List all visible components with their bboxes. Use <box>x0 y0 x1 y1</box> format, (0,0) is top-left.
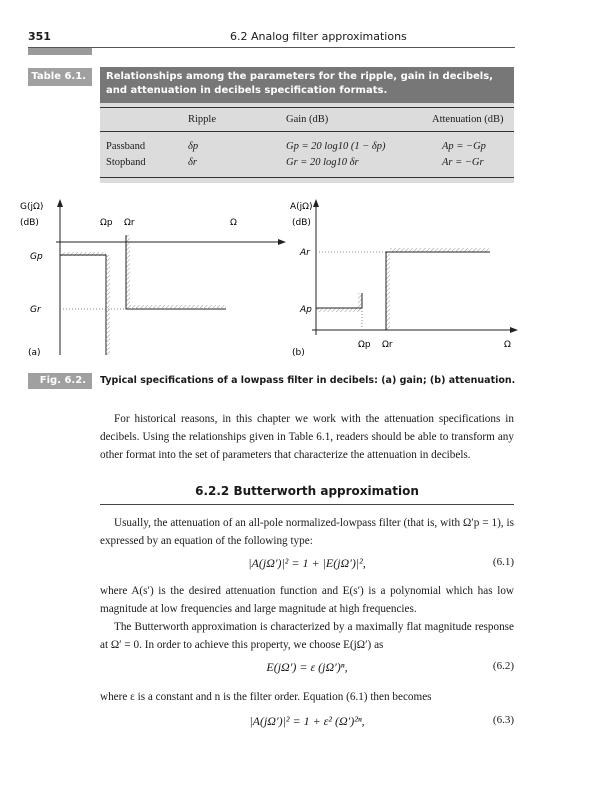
equation-6-3-body: |A(jΩ′)|² = 1 + ε² (Ω′)²ⁿ, <box>249 714 365 728</box>
panel-a-stopband-boundary <box>126 235 226 309</box>
column-header-gain: Gain (dB) <box>286 114 329 125</box>
panel-b-passband-hatch <box>316 308 362 312</box>
panel-a <box>20 199 286 358</box>
equation-6-3-number: (6.3) <box>492 714 514 726</box>
panel-a-label-omega-p: Ωp <box>100 218 113 228</box>
panel-a-tick-gr: Gr <box>30 305 41 315</box>
section-rule <box>100 504 514 505</box>
panel-b-passband-edge-hatch <box>358 293 362 312</box>
cell-passband-gain: Gp = 20 log10 (1 − δp) <box>286 141 386 152</box>
column-header-ripple: Ripple <box>188 114 216 125</box>
row-label-passband: Passband <box>106 141 146 152</box>
cell-stopband-gain: Gr = 20 log10 δr <box>286 157 359 168</box>
panel-b-y-arrow <box>313 199 319 207</box>
header-tab <box>28 48 92 55</box>
panel-b-tick-ap: Ap <box>300 305 312 315</box>
figure-tag: Fig. 6.2. <box>28 373 92 389</box>
table-tag: Table 6.1. <box>28 68 92 86</box>
column-header-attenuation: Attenuation (dB) <box>432 114 504 125</box>
equation-6-2-body: E(jΩ′) = ε (jΩ′)ⁿ, <box>266 660 348 674</box>
panel-a-y-arrow <box>57 199 63 207</box>
panel-a-y-unit: (dB) <box>20 218 39 228</box>
panel-a-stopband-hatch <box>130 305 226 309</box>
equation-6-1-body: |A(jΩ′)|² = 1 + |E(jΩ′)|², <box>248 556 366 570</box>
paragraph-historical-reasons: For historical reasons, in this chapter we work with the attenuation specifications in decibels. Using the relationships given in Table 6.1, readers should be able to transform any other format into the set of parameters that characterize the attenuation in decibels. <box>100 413 514 461</box>
panel-a-tick-gp: Gp <box>30 252 43 262</box>
panel-b-label-omega: Ω <box>504 340 511 350</box>
paragraph-all-pole-attenuation: Usually, the attenuation of an all-pole normalized-lowpass filter (that is, with Ω′p = 1), is expressed by an equation of the following type: <box>100 517 514 547</box>
table-6-1 <box>100 103 514 183</box>
table-caption: Relationships among the parameters for the ripple, gain in decibels, and attenuation in decibels specification formats. <box>100 67 514 103</box>
paragraph-butterworth-flat: The Butterworth approximation is characterized by a maximally flat magnitude response at Ω′ = 0. In order to achieve this property, we choose E(jΩ′) as <box>100 621 514 651</box>
table-mid-rule <box>100 131 514 132</box>
equation-6-3 <box>100 714 514 734</box>
panel-a-label-omega: Ω <box>230 218 237 228</box>
panel-b-passband-boundary <box>316 293 362 308</box>
panel-a-marker: (a) <box>28 348 41 358</box>
section-title: 6.2.2 Butterworth approximation <box>195 484 419 498</box>
panel-b-label-omega-p: Ωp <box>358 340 371 350</box>
panel-b-marker: (b) <box>292 348 305 358</box>
panel-a-stopband-edge-hatch <box>126 235 130 309</box>
panel-b-x-arrow <box>510 327 518 333</box>
paragraph-attenuation-function: where A(s′) is the desired attenuation function and E(s′) is a polynomial which has low magnitude at low frequencies and large magnitude at high frequencies. <box>100 585 514 615</box>
panel-a-passband-edge-hatch <box>106 255 110 355</box>
equation-6-1 <box>100 556 514 576</box>
table-bottom-rule <box>100 177 514 178</box>
panel-a-x-arrow <box>278 239 286 245</box>
row-label-stopband: Stopband <box>106 157 146 168</box>
panel-b-y-unit: (dB) <box>292 218 311 228</box>
equation-6-1-number: (6.1) <box>492 556 514 568</box>
cell-stopband-attenuation: Ar = −Gr <box>442 157 484 168</box>
cell-passband-attenuation: Ap = −Gp <box>442 141 486 152</box>
equation-6-2 <box>100 660 514 680</box>
figure-6-2 <box>20 195 520 367</box>
panel-a-y-label: G(jΩ) <box>20 202 44 212</box>
panel-b-stopband-hatch <box>390 248 490 252</box>
table-top-rule <box>100 107 514 108</box>
header-rule <box>28 47 515 48</box>
cell-passband-ripple: δp <box>188 141 199 152</box>
figure-caption: Typical specifications of a lowpass filter in decibels: (a) gain; (b) attenuation. <box>100 375 516 386</box>
page-number: 351 <box>28 30 51 43</box>
paragraph-constant-order: where ε is a constant and n is the filter order. Equation (6.1) then becomes <box>100 691 432 703</box>
panel-b-stopband-boundary <box>386 252 490 330</box>
panel-b-label-omega-r: Ωr <box>382 340 393 350</box>
panel-b-stopband-edge-hatch <box>386 252 390 330</box>
panel-b-y-label: A(jΩ) <box>290 202 313 212</box>
equation-6-2-number: (6.2) <box>492 660 514 672</box>
panel-a-passband-boundary <box>60 255 106 355</box>
panel-b-tick-ar: Ar <box>300 248 310 258</box>
running-head: 6.2 Analog filter approximations <box>230 30 407 43</box>
panel-b <box>290 199 518 358</box>
panel-a-label-omega-r: Ωr <box>124 218 135 228</box>
cell-stopband-ripple: δr <box>188 157 197 168</box>
